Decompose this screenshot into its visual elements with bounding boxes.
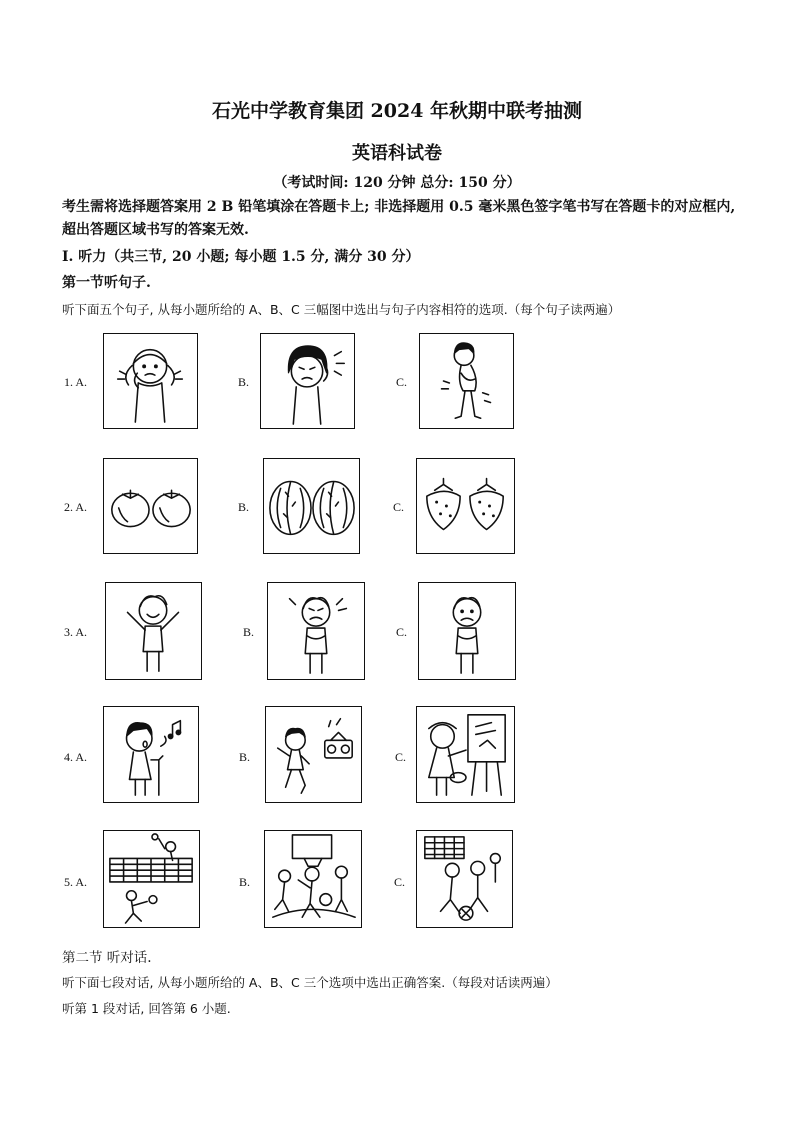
q2-a-label: 2. A.	[64, 500, 88, 514]
page-subtitle: 英语科试卷	[352, 143, 442, 164]
painting-girl-icon	[416, 706, 515, 803]
q4-b-label: B.	[239, 750, 251, 764]
tomatoes-icon	[103, 458, 198, 554]
q3-b-label: B.	[243, 625, 255, 639]
section1-title: 第一节听句子.	[62, 275, 151, 291]
dancing-girl-icon	[265, 706, 362, 803]
happy-boy-icon	[105, 582, 202, 680]
section2-instruction: 听下面七段对话, 从每小题所给的 A、B、C 三个选项中选出正确答案.（每段对话读两遍）	[62, 975, 558, 990]
q5-c-label: C.	[394, 875, 406, 889]
q1-c-label: C.	[396, 375, 408, 389]
section1-instruction: 听下面五个句子, 从每小题所给的 A、B、C 三幅图中选出与句子内容相符的选项.（每个句子读两遍）	[62, 302, 621, 317]
q1-a-label: 1. A.	[64, 375, 88, 389]
q3-a-label: 3. A.	[64, 625, 88, 639]
exam-notice: 考生需将选择题答案用 2 B 铅笔填涂在答题卡上; 非选择题用 0.5 毫米黑色签字笔书写在答题卡的对应框内, 超出答题区域书写的答案无效.	[62, 199, 736, 238]
watermelons-icon	[263, 458, 360, 554]
soccer-icon	[416, 830, 513, 928]
angry-boy-icon	[267, 582, 365, 680]
q4-a-label: 4. A.	[64, 750, 88, 764]
singing-girl-icon	[103, 706, 199, 803]
part1-heading: I. 听力（共三节, 20 小题; 每小题 1.5 分, 满分 30 分）	[62, 249, 420, 265]
q1-b-label: B.	[238, 375, 250, 389]
sad-boy-icon	[418, 582, 516, 680]
headache-girl-icon	[260, 333, 355, 429]
q2-c-label: C.	[393, 500, 405, 514]
q3-c-label: C.	[396, 625, 408, 639]
q2-b-label: B.	[238, 500, 250, 514]
page-title: 石光中学教育集团 2024 年秋期中联考抽测	[211, 100, 583, 122]
strawberries-icon	[416, 458, 515, 554]
exam-info: （考试时间: 120 分钟 总分: 150 分）	[273, 175, 521, 191]
dialogue1-instruction: 听第 1 段对话, 回答第 6 小题.	[62, 1001, 231, 1016]
section2-title: 第二节 听对话.	[62, 950, 152, 966]
q4-c-label: C.	[395, 750, 407, 764]
q5-a-label: 5. A.	[64, 875, 88, 889]
q5-b-label: B.	[239, 875, 251, 889]
stomachache-girl-icon	[419, 333, 514, 429]
basketball-icon	[264, 830, 362, 928]
toothache-girl-icon	[103, 333, 198, 429]
badminton-icon	[103, 830, 200, 928]
